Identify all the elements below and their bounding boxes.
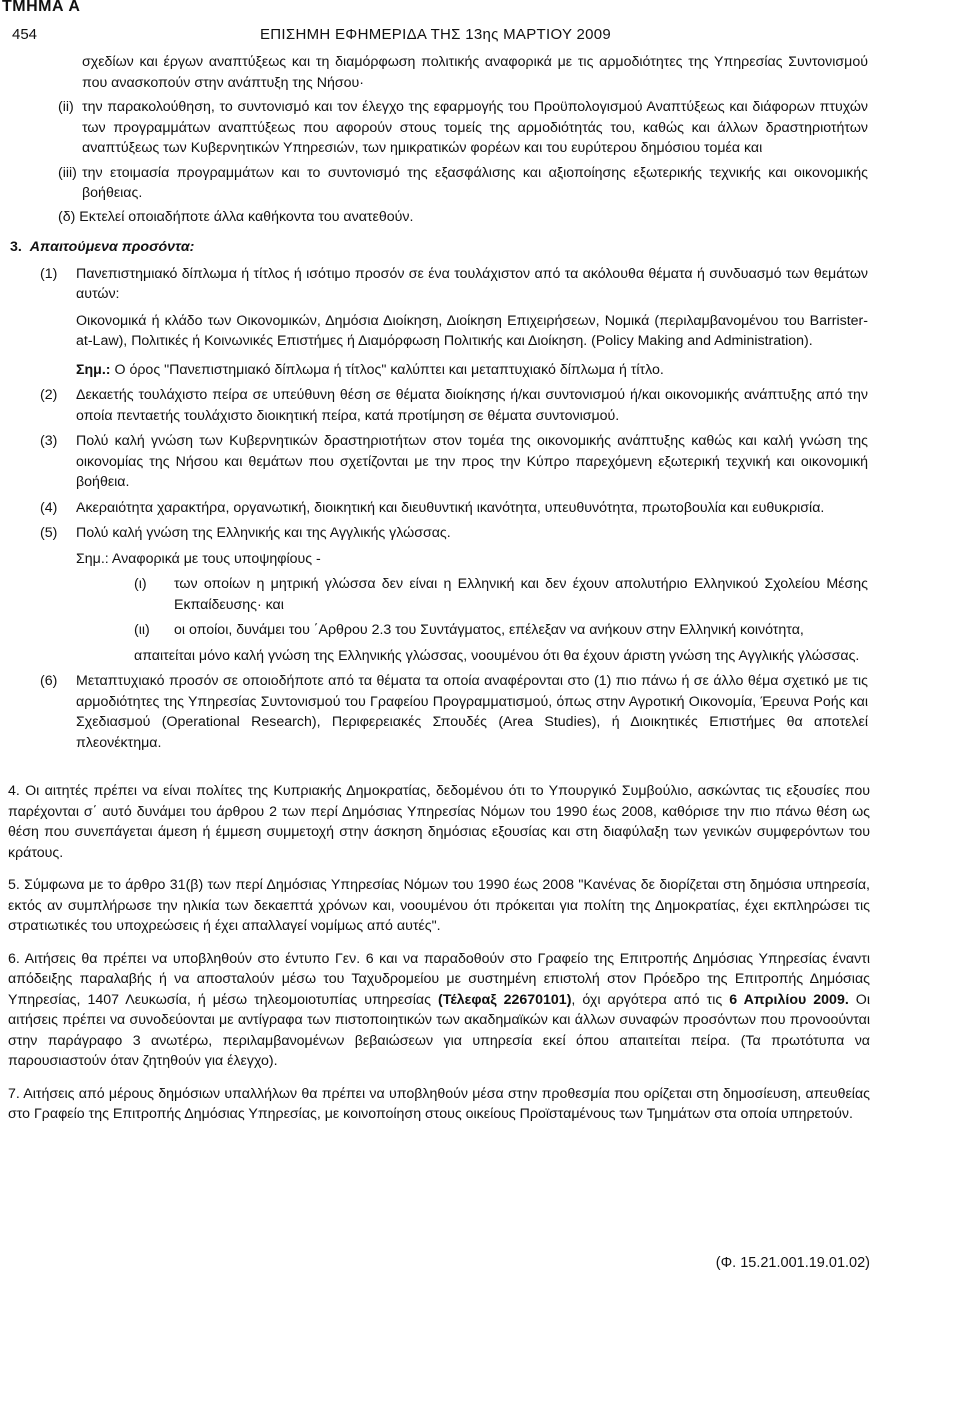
paragraph-6 <box>8 949 870 1072</box>
item-text: των οποίων η μητρική γλώσσα δεν είναι η Ελληνική και δεν έχουν απολυτήριο Ελληνικού Σχολείου Μέσης Εκπαίδευσης· και <box>174 576 868 613</box>
item-text: οι οποίοι, δυνάμει του ΄Αρθρου 2.3 του Συντάγματος, επέλεξαν να ανήκουν στην Ελληνική κοινότητα, <box>174 622 804 638</box>
qualification-4 <box>40 498 868 519</box>
item-number: (ι) <box>134 576 147 592</box>
running-title: ΕΠΙΣΗΜΗ ΕΦΗΜΕΡΙΔΑ ΤΗΣ 13ης ΜΑΡΤΙΟΥ 2009 <box>260 26 612 43</box>
intro-item-d: (δ) Εκτελεί οποιαδήποτε άλλα καθήκοντα του ανατεθούν. <box>58 208 414 225</box>
file-reference: (Φ. 15.21.001.19.01.02) <box>715 1255 870 1271</box>
note-item-ii <box>134 620 868 641</box>
paragraph-7: 7. Αιτήσεις από μέρους δημόσιων υπαλλήλων θα πρέπει να υποβληθούν μέσα στην προθεσμία που ορίζεται στη δημοσίευση, απευθείας στο Γραφείο της Επιτροπής Δημόσιας Υπηρεσίας, με κοινοποίηση στους οικείους Προϊσταμένους των Τμημάτων στα οποία υπηρετούν. <box>8 1085 870 1122</box>
document-body <box>0 52 960 1125</box>
section-3-heading <box>10 237 960 258</box>
qualification-fields: Οικονομικά ή κλάδο των Οικονομικών, Δημόσια Διοίκηση, Διοίκηση Επιχειρήσεων, Νομικά (περιλαμβανομένου του Barrister-at-Law), Πολιτικές ή Κοινωνικές Επιστήμες ή Διαμόρφωση Πολιτικής και Διοίκηση. (Policy Making and Administration). <box>76 312 868 349</box>
intro-continuation: σχεδίων και έργων αναπτύξεως και τη διαμόρφωση πολιτικής αναφορικά με τις αρμοδιότητες της Υπηρεσίας Συντονισμού που ανασκοπούν στην ανάπτυξη της Νήσου· <box>82 54 868 91</box>
item-text: Πολύ καλή γνώση της Ελληνικής και της Αγγλικής γλώσσας. <box>76 525 451 541</box>
qualification-6 <box>40 671 868 753</box>
section-tag: ΤΜΗΜΑ Α <box>2 0 81 15</box>
item-number: (ii) <box>58 99 74 115</box>
language-requirement: απαιτείται μόνο καλή γνώση της Ελληνικής γλώσσας, νοουμένου ότι θα έχουν άριστη γνώση της Αγγλικής γλώσσας. <box>134 647 860 664</box>
paragraph-6-text-a: 6. Αιτήσεις θα πρέπει να υποβληθούν στο έντυπο Γεν. 6 και να παραδοθούν στο Γραφείο της Επιτροπής Δημόσιας Υπηρεσίας έναντι απόδειξης παραλαβής ή να αποσταλούν μέσω του Ταχυδρομείου με συστημένη επιστολή στον Πρόεδρο της Επιτροπής Δημόσιας Υπηρεσίας, 1407 Λευκωσία, ή μέσω τηλεομοιοτυπίας υπηρεσίας <box>8 950 870 1008</box>
qualification-3 <box>40 431 868 493</box>
paragraph-5: 5. Σύμφωνα με το άρθρο 31(β) των περί Δημόσιας Υπηρεσίας Νόμων του 1990 έως 2008 "Κανένας δε διορίζεται στη δημόσια υπηρεσία, εκτός αν συμπλήρωσε την ηλικία των δεκαεπτά χρόνων και, νοουμένου ότι πρόκειται για πολίτη της Δημοκρατίας, έχει εκπληρώσει τις στρατιωτικές του υποχρεώσεις ή έχει απαλλαγεί νομίμως από αυτές". <box>8 877 870 934</box>
paragraph-6-text-b: , όχι αργότερα από τις <box>571 991 730 1008</box>
item-text: Πολύ καλή γνώση των Κυβερνητικών δραστηριοτήτων στον τομέα της οικονομικής ανάπτυξης καθώς και καλή γνώση της οικονομίας της Νήσου και θεμάτων που σχετίζονται με την προς την Κύπρο παρεχόμενη εξωτερική τεχνική και οικονομική βοήθεια. <box>76 433 868 490</box>
note-text: Ο όρος "Πανεπιστημιακό δίπλωμα ή τίτλος" καλύπτει και μεταπτυχιακό δίπλωμα ή τίτλο. <box>114 361 664 378</box>
paragraph-6-text-c: Οι αιτήσεις πρέπει να συνοδεύονται με αντίγραφα των πιστοποιητικών των ακαδημαϊκών και άλλων συναφών προσόντων που προνοούνται στην παράγραφο 3 ανωτέρω, περιλαμβανομένων βεβαιώσεων για υπηρεσία εκεί όπου απαιτείται πείρα. (Τα πρωτότυπα να παρουσιαστούν όταν ζητηθούν για έλεγχο). <box>8 991 870 1069</box>
qualification-2 <box>40 385 868 426</box>
item-text: Πανεπιστημιακό δίπλωμα ή τίτλος ή ισότιμο προσόν σε ένα τουλάχιστον από τα ακόλουθα θέματα ή συνδυασμό των θεμάτων αυτών: <box>76 265 868 302</box>
item-text: Δεκαετής τουλάχιστο πείρα σε υπεύθυνη θέση σε θέματα διοίκησης ή/και συντονισμού ή/και οικονομικής ανάπτυξης από την οποία πενταετής τουλάχιστο διοικητική πείρα, κατά προτίμηση σε θέματα συντονισμού. <box>76 387 868 424</box>
qualification-1 <box>40 264 868 381</box>
item-number: (1) <box>40 265 58 282</box>
paragraph-4: 4. Οι αιτητές πρέπει να είναι πολίτες της Κυπριακής Δημοκρατίας, δεδομένου ότι το Υπουργικό Συμβούλιο, ασκώντας τις εξουσίες που παρέχονται σ΄ αυτό δυνάμει του άρθρου 2 των περί Δημόσιας Υπηρεσίας Νόμων του 1990 έως 2008, καθόρισε την πιο πάνω θέση ως θέση που συνεπάγεται άμεση ή έμμεση συμμετοχή στην άσκηση δημόσιας εξουσίας και στη διαφύλαξη των γενικών συμφερόντων του κράτους. <box>8 783 870 861</box>
item-number: (3) <box>40 433 58 449</box>
item-number: (2) <box>40 387 58 403</box>
item-number: (5) <box>40 525 58 541</box>
submission-deadline: 6 Απριλίου 2009. <box>729 991 849 1008</box>
item-number: (iii) <box>58 164 77 181</box>
page-number: 454 <box>12 26 38 43</box>
item-number: (6) <box>40 673 58 689</box>
item-text: την ετοιμασία προγραμμάτων και το συντονισμό της εξασφάλισης και αξιοποίησης εξωτερικής τεχνικής και οικονομικής βοήθειας. <box>82 164 868 201</box>
item-text: την παρακολούθηση, το συντονισμό και τον έλεγχο της εφαρμογής του Προϋπολογισμού Αναπτύξεως και διάφορων πτυχών των προγραμμάτων αναπτύξεως που αφορούν στους τομείς της αρμοδιότητάς του, καθώς και άλλων δραστηριοτήτων αναπτύξεως των Κυβερνητικών Υπηρεσιών, των ημικρατικών φορέων και του ευρύτερου δημόσιου τομέα και <box>82 99 868 156</box>
note-label: Σημ.: <box>76 361 111 378</box>
qualification-note: Σημ.: Αναφορικά με τους υποψηφίους - <box>76 550 321 567</box>
fax-number: (Τέλεφαξ 22670101) <box>438 991 572 1008</box>
qualification-note <box>76 360 868 381</box>
note-item-i <box>134 574 868 615</box>
section-number: 3. <box>10 239 22 255</box>
intro-item-ii <box>58 97 868 159</box>
item-text: Μεταπτυχιακό προσόν σε οποιοδήποτε από τα θέματα τα οποία αναφέρονται στο (1) πιο πάνω ή σε άλλο θέμα σχετικό με τις αρμοδιότητες της Υπηρεσίας Συντονισμού του Γραφείου Προγραμματισμού, όπως στην Αγροτική Οικονομία, Έρευνα Ροής και Σχεδιασμού (Operational Research), Περιφερειακές Σπουδές (Area Studies), ή Διοικητικές Επιστήμες θα αποτελεί πλεονέκτημα. <box>76 673 868 751</box>
item-number: (ιι) <box>134 622 150 638</box>
item-text: Ακεραιότητα χαρακτήρα, οργανωτική, διοικητική και διευθυντική ικανότητα, υπευθυνότητα, πρωτοβουλία και ευθυκρισία. <box>76 499 825 516</box>
item-number: (4) <box>40 499 58 516</box>
intro-item-iii <box>58 163 868 204</box>
qualification-5 <box>40 523 868 666</box>
section-heading: Απαιτούμενα προσόντα: <box>29 239 195 255</box>
